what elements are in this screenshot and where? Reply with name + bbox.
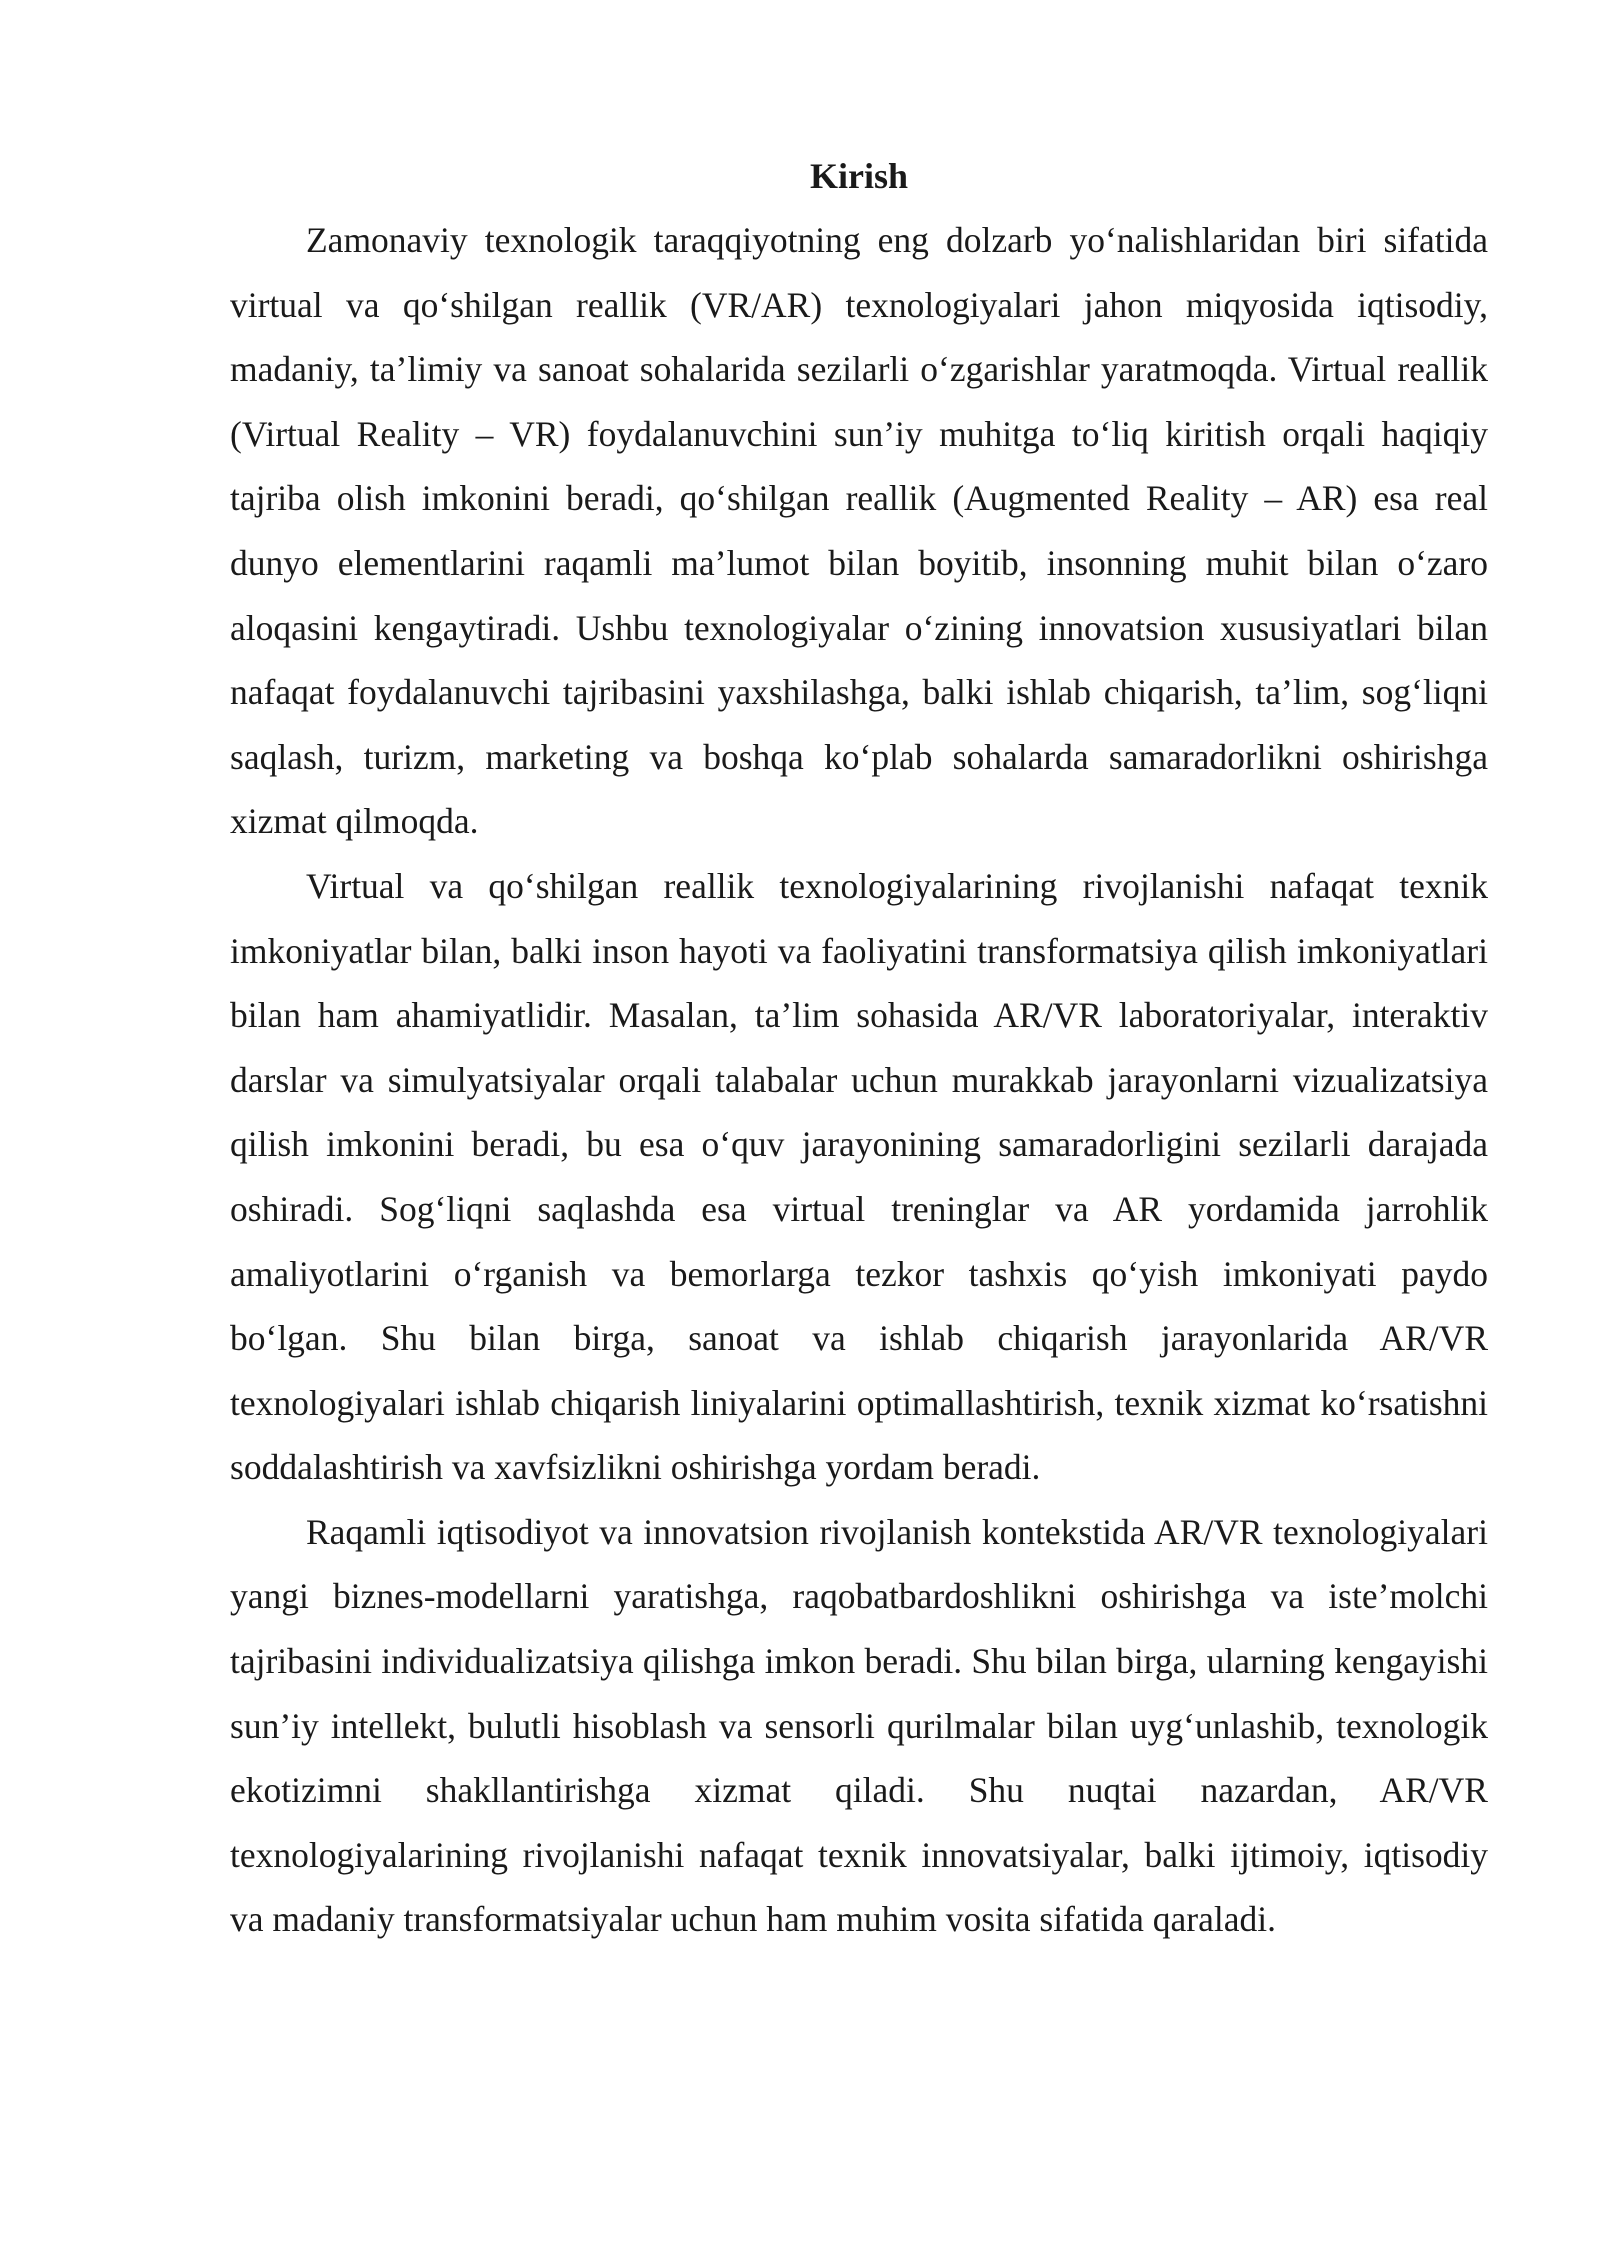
paragraph-3: Raqamli iqtisodiyot va innovatsion rivojlanish kontekstida AR/VR texnologiyalari yangi biznes-modellarni yaratishga, raqobatbardoshlikni oshirishga va iste’molchi tajribasini individualizatsiya qilishga imkon beradi. Shu bilan birga, ularning kengayishi sun’iy intellekt, bulutli hisoblash va sensorli qurilmalar bilan uyg‘unlashib, texnologik ekotizimni shakllantirishga xizmat qiladi. Shu nuqtai nazardan, AR/VR texnologiyalarining rivojlanishi nafaqat texnik innovatsiyalar, balki ijtimoiy, iqtisodiy va madaniy transformatsiyalar uchun ham muhim vosita sifatida qaraladi. — [230, 1511, 1488, 1940]
paragraph-2: Virtual va qo‘shilgan reallik texnologiyalarining rivojlanishi nafaqat texnik imkoniyatlar bilan, balki inson hayoti va faoliyatini transformatsiya qilish imkoniyatlari bilan ham ahamiyatlidir. Masalan, ta’lim sohasida AR/VR laboratoriyalar, interaktiv darslar va simulyatsiyalar orqali talabalar uchun murakkab jarayonlarni vizualizatsiya qilish imkonini beradi, bu esa o‘quv jarayonining samaradorligini sezilarli darajada oshiradi. Sog‘liqni saqlashda esa virtual treninglar va AR yordamida jarrohlik amaliyotlarini o‘rganish va bemorlarga tezkor tashxis qo‘yish imkoniyati paydo bo‘lgan. Shu bilan birga, sanoat va ishlab chiqarish jarayonlarida AR/VR texnologiyalari ishlab chiqarish liniyalarini optimallashtirish, texnik xizmat ko‘rsatishni soddalashtirish va xavfsizlikni oshirishga yordam beradi. — [230, 865, 1488, 1488]
paragraph-1: Zamonaviy texnologik taraqqiyotning eng dolzarb yo‘nalishlaridan biri sifatida virtual va qo‘shilgan reallik (VR/AR) texnologiyalari jahon miqyosida iqtisodiy, madaniy, ta’limiy va sanoat sohalarida sezilarli o‘zgarishlar yaratmoqda. Virtual reallik (Virtual Reality – VR) foydalanuvchini sun’iy muhitga to‘liq kiritish orqali haqiqiy tajriba olish imkonini beradi, qo‘shilgan reallik (Augmented Reality – AR) esa real dunyo elementlarini raqamli ma’lumot bilan boyitib, insonning muhit bilan o‘zaro aloqasini kengaytiradi. Ushbu texnologiyalar o‘zining innovatsion xususiyatlari bilan nafaqat foydalanuvchi tajribasini yaxshilashga, balki ishlab chiqarish, ta’lim, sog‘liqni saqlash, turizm, marketing va boshqa ko‘plab sohalarda samaradorlikni oshirishga xizmat qilmoqda. — [230, 220, 1488, 842]
document-body — [230, 148, 1488, 1952]
page-title: Kirish — [809, 156, 908, 196]
